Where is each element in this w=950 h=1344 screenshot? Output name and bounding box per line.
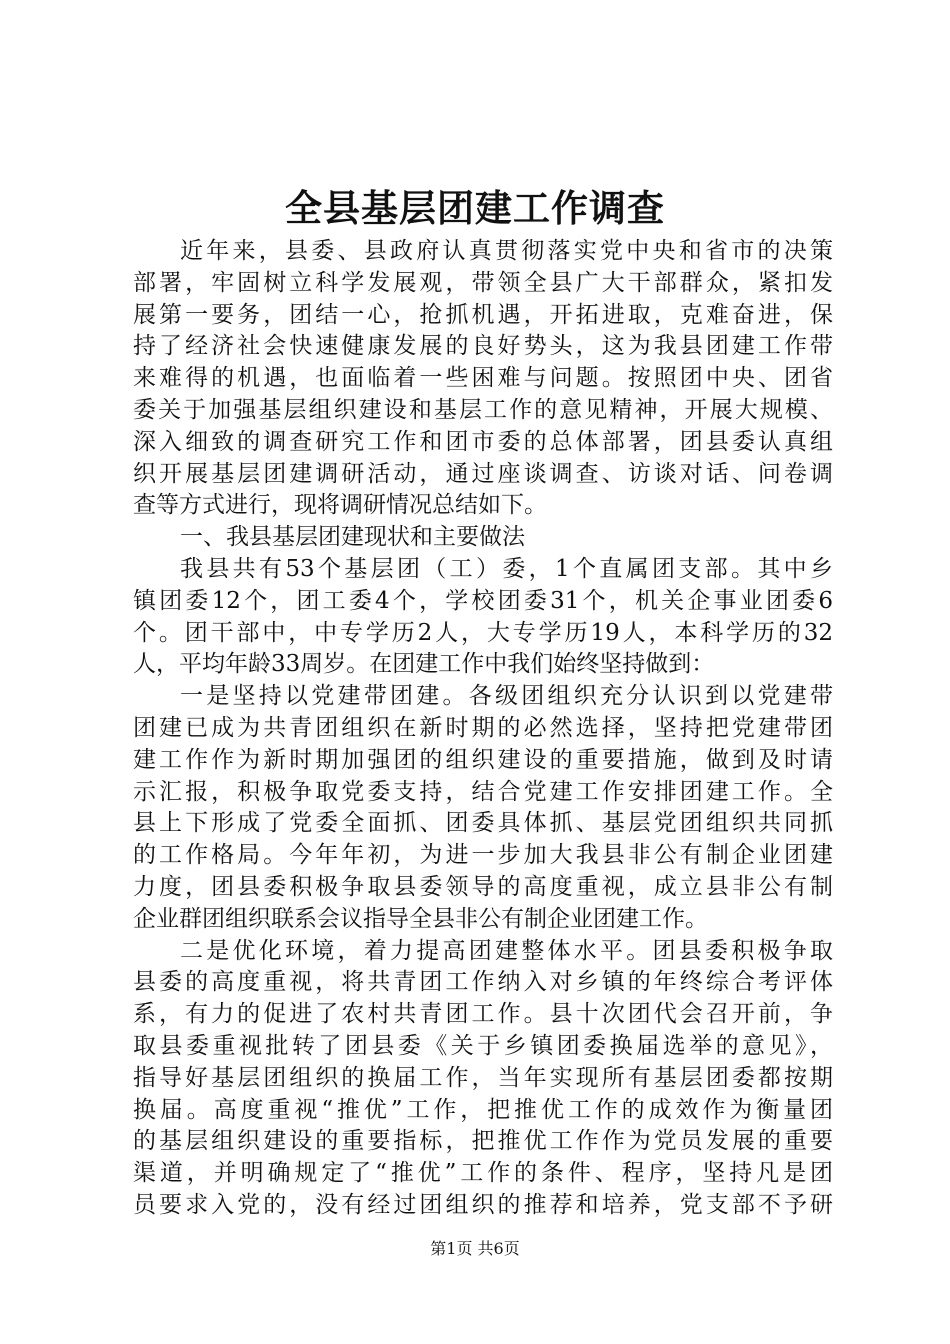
body-line: 县委的高度重视，将共青团工作纳入对乡镇的年终综合考评体 xyxy=(133,969,833,996)
body-line: 渠道，并明确规定了“推优”工作的条件、程序，坚持凡是团 xyxy=(133,1160,833,1187)
body-line: 指导好基层团组织的换届工作，当年实现所有基层团委都按期 xyxy=(133,1064,833,1091)
body-line: 二是优化环境，着力提高团建整体水平。团县委积极争取 xyxy=(180,937,833,964)
body-line: 人，平均年龄33周岁。在团建工作中我们始终坚持做到： xyxy=(133,651,715,678)
body-line: 查等方式进行，现将调研情况总结如下。 xyxy=(133,492,547,519)
body-line: 员要求入党的，没有经过团组织的推荐和培养，党支部不予研 xyxy=(133,1191,833,1218)
body-line: 力度，团县委积极争取县委领导的高度重视，成立县非公有制 xyxy=(133,873,833,900)
body-line: 县上下形成了党委全面抓、团委具体抓、基层党团组织共同抓 xyxy=(133,810,833,837)
body-line: 镇团委12个，团工委4个，学校团委31个，机关企事业团委6 xyxy=(133,587,833,614)
body-line: 来难得的机遇，也面临着一些困难与问题。按照团中央、团省 xyxy=(133,365,833,392)
body-line: 展第一要务，团结一心，抢抓机遇，开拓进取，克难奋进，保 xyxy=(133,301,833,328)
body-line: 换届。高度重视“推优”工作，把推优工作的成效作为衡量团 xyxy=(133,1096,833,1123)
document-body xyxy=(133,236,833,1222)
body-line: 委关于加强基层组织建设和基层工作的意见精神，开展大规模、 xyxy=(133,396,833,423)
section-heading: 一、我县基层团建现状和主要做法 xyxy=(180,524,525,551)
body-line: 的工作格局。今年年初，为进一步加大我县非公有制企业团建 xyxy=(133,842,833,869)
body-line: 部署，牢固树立科学发展观，带领全县广大干部群众，紧扣发 xyxy=(133,269,833,296)
body-line: 一是坚持以党建带团建。各级团组织充分认识到以党建带 xyxy=(180,683,833,710)
body-line: 织开展基层团建调研活动，通过座谈调查、访谈对话、问卷调 xyxy=(133,460,833,487)
body-line: 深入细致的调查研究工作和团市委的总体部署，团县委认真组 xyxy=(133,428,833,455)
body-line: 示汇报，积极争取党委支持，结合党建工作安排团建工作。全 xyxy=(133,778,833,805)
body-line: 我县共有53个基层团（工）委，1个直属团支部。其中乡 xyxy=(180,555,833,582)
body-line: 持了经济社会快速健康发展的良好势头，这为我县团建工作带 xyxy=(133,333,833,360)
body-line: 的基层组织建设的重要指标，把推优工作作为党员发展的重要 xyxy=(133,1128,833,1155)
body-line: 取县委重视批转了团县委《关于乡镇团委换届选举的意见》， xyxy=(133,1032,833,1059)
body-line: 个。团干部中，中专学历2人，大专学历19人，本科学历的32 xyxy=(133,619,833,646)
body-line: 近年来，县委、县政府认真贯彻落实党中央和省市的决策 xyxy=(180,238,833,264)
body-line: 团建已成为共青团组织在新时期的必然选择，坚持把党建带团 xyxy=(133,714,833,741)
document-title: 全县基层团建工作调查 xyxy=(285,186,665,230)
body-line: 企业群团组织联系会议指导全县非公有制企业团建工作。 xyxy=(133,905,708,932)
body-line: 系，有力的促进了农村共青团工作。县十次团代会召开前，争 xyxy=(133,1001,833,1028)
body-line: 建工作作为新时期加强团的组织建设的重要措施，做到及时请 xyxy=(133,746,833,773)
page-footer: 第1页 共6页 xyxy=(430,1239,520,1258)
